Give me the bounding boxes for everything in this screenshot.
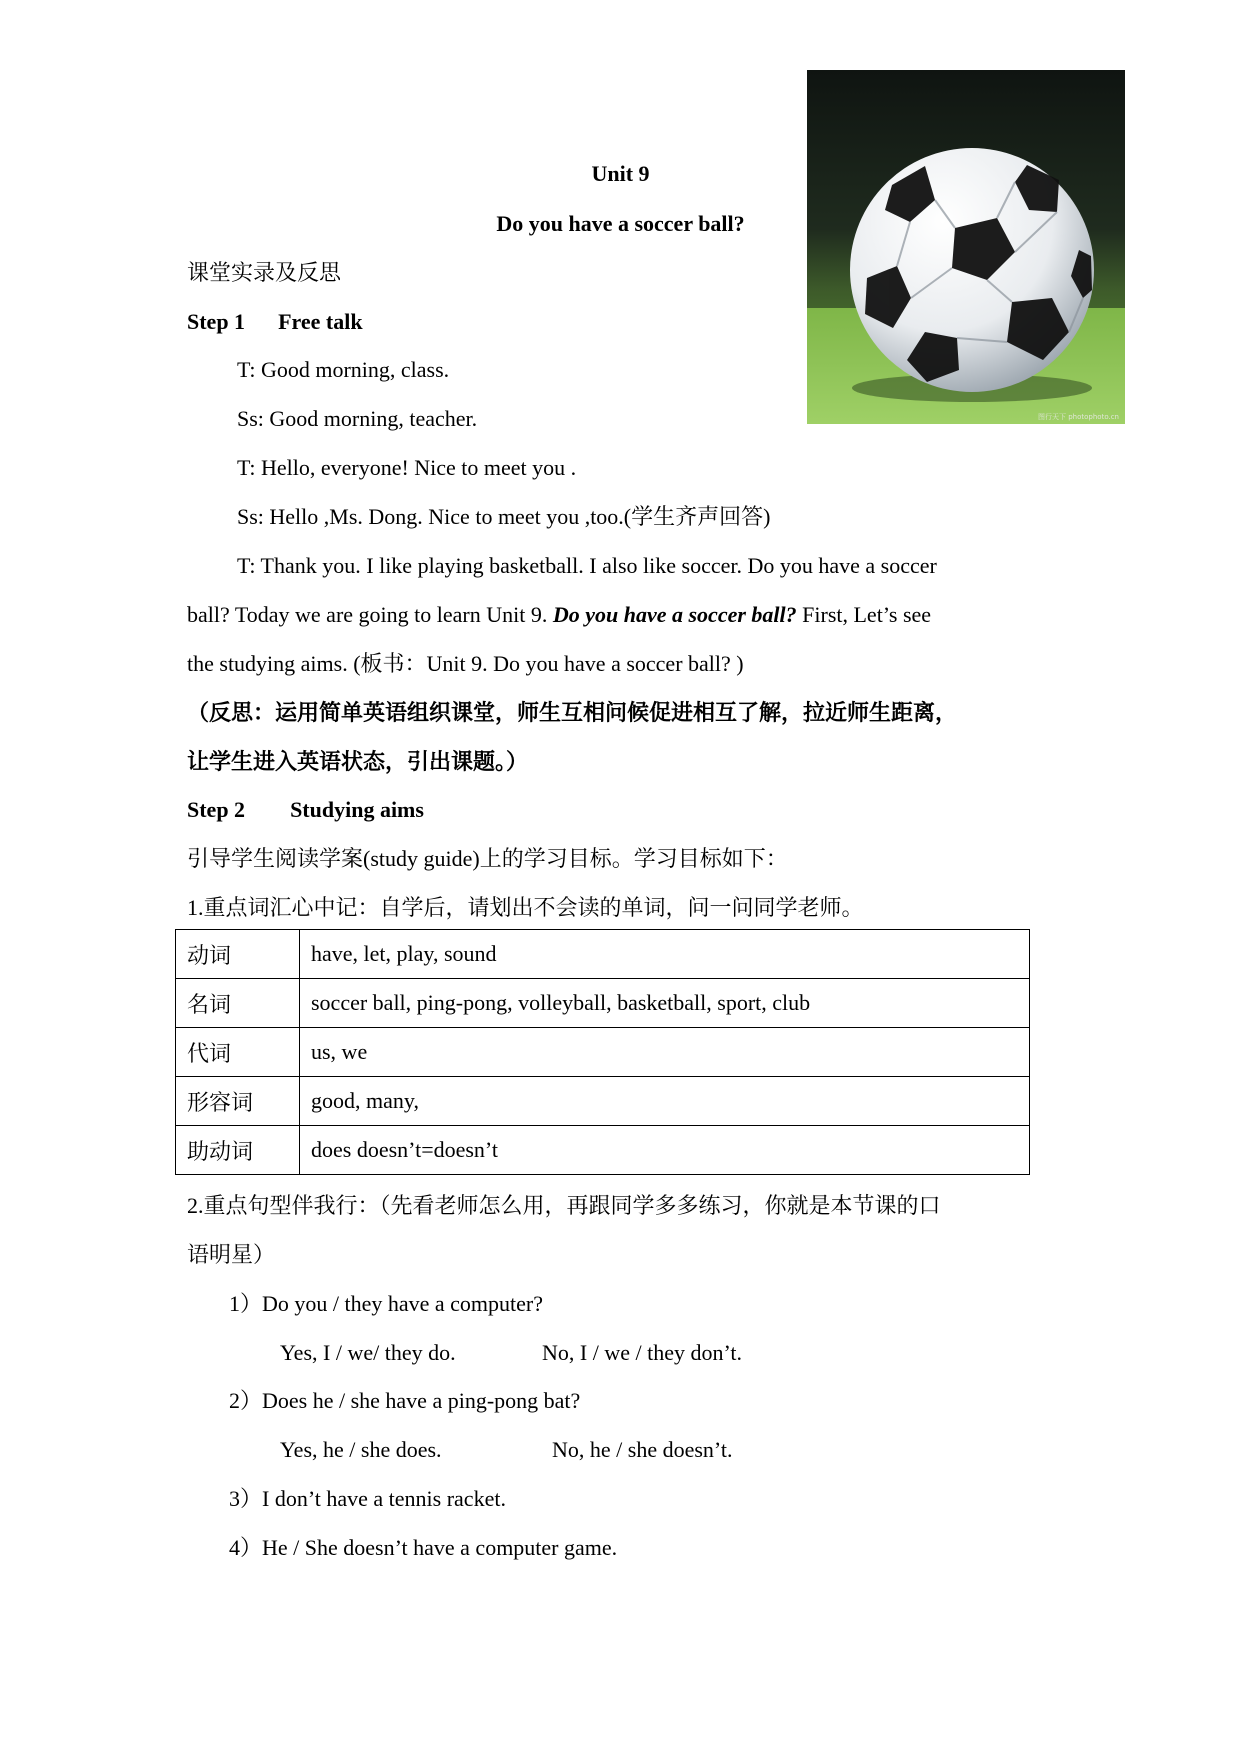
table-row bbox=[176, 1028, 1030, 1077]
table-row bbox=[176, 1077, 1030, 1126]
reflection-line-2: 让学生进入英语状态，引出课题。） bbox=[187, 749, 529, 774]
words-cell: have, let, play, sound bbox=[300, 930, 1030, 979]
unit-title: Unit 9 bbox=[591, 161, 650, 186]
pattern-2-yes: Yes, he / she does. bbox=[280, 1437, 442, 1462]
pattern-1: 1）Do you / they have a computer? bbox=[229, 1291, 544, 1316]
pattern-3: 3）I don’t have a tennis racket. bbox=[229, 1486, 506, 1511]
step2-title: Studying aims bbox=[290, 797, 424, 822]
category-cell: 名词 bbox=[176, 979, 300, 1028]
pattern-2: 2）Does he / she have a ping-pong bat? bbox=[229, 1388, 581, 1413]
paragraph-text: ball? Today we are going to learn Unit 9. bbox=[187, 602, 553, 627]
lesson-title: Do you have a soccer ball? bbox=[496, 211, 745, 236]
paragraph-line-1: T: Thank you. I like playing basketball. I also like soccer. Do you have a soccer bbox=[237, 553, 937, 578]
table-row bbox=[176, 979, 1030, 1028]
step2-heading bbox=[187, 795, 424, 825]
vocabulary-table bbox=[175, 929, 1030, 1175]
category-cell: 代词 bbox=[176, 1028, 300, 1077]
category-cell: 动词 bbox=[176, 930, 300, 979]
photo-watermark: 图行天下 photophoto.cn bbox=[1038, 413, 1119, 421]
words-cell: us, we bbox=[300, 1028, 1030, 1077]
dialogue-line: Ss: Hello ,Ms. Dong. Nice to meet you ,too.(学生齐声回答) bbox=[237, 504, 771, 529]
table-row bbox=[176, 930, 1030, 979]
step1-label: Step 1 bbox=[187, 309, 246, 334]
pattern-2-no: No, he / she doesn’t. bbox=[552, 1437, 733, 1462]
dialogue-line: Ss: Good morning, teacher. bbox=[237, 406, 478, 431]
dialogue-line: T: Good morning, class. bbox=[237, 357, 450, 382]
step2-intro: 引导学生阅读学案(study guide)上的学习目标。学习目标如下： bbox=[187, 846, 788, 871]
step1-heading bbox=[187, 307, 363, 337]
words-cell: does doesn’t=doesn’t bbox=[300, 1126, 1030, 1175]
pattern-1-yes: Yes, I / we/ they do. bbox=[280, 1340, 456, 1365]
category-cell: 形容词 bbox=[176, 1077, 300, 1126]
words-cell: good, many, bbox=[300, 1077, 1030, 1126]
pattern-1-no: No, I / we / they don’t. bbox=[542, 1340, 743, 1365]
point2-line-1: 2.重点句型伴我行：（先看老师怎么用，再跟同学多多练习，你就是本节课的口 bbox=[187, 1193, 941, 1218]
point1-text: 1.重点词汇心中记：自学后，请划出不会读的单词，问一问同学老师。 bbox=[187, 895, 864, 920]
lesson-title-emphasis: Do you have a soccer ball? bbox=[552, 602, 797, 627]
words-cell: soccer ball, ping-pong, volleyball, basketball, sport, club bbox=[300, 979, 1030, 1028]
reflection-line-1: （反思：运用简单英语组织课堂，师生互相问候促进相互了解，拉近师生距离， bbox=[187, 700, 958, 725]
paragraph-line-2 bbox=[187, 600, 931, 630]
table-row bbox=[176, 1126, 1030, 1175]
paragraph-line-3: the studying aims. (板书：Unit 9. Do you have a soccer ball? ) bbox=[187, 651, 744, 676]
step2-label: Step 2 bbox=[187, 797, 246, 822]
step1-title: Free talk bbox=[278, 309, 363, 334]
dialogue-line: T: Hello, everyone! Nice to meet you . bbox=[237, 455, 577, 480]
category-cell: 助动词 bbox=[176, 1126, 300, 1175]
paragraph-text: First, Let’s see bbox=[796, 602, 932, 627]
section-heading: 课堂实录及反思 bbox=[187, 260, 342, 285]
soccer-ball-photo bbox=[807, 70, 1125, 424]
point2-line-2: 语明星） bbox=[187, 1242, 276, 1267]
pattern-4: 4）He / She doesn’t have a computer game. bbox=[229, 1535, 618, 1560]
